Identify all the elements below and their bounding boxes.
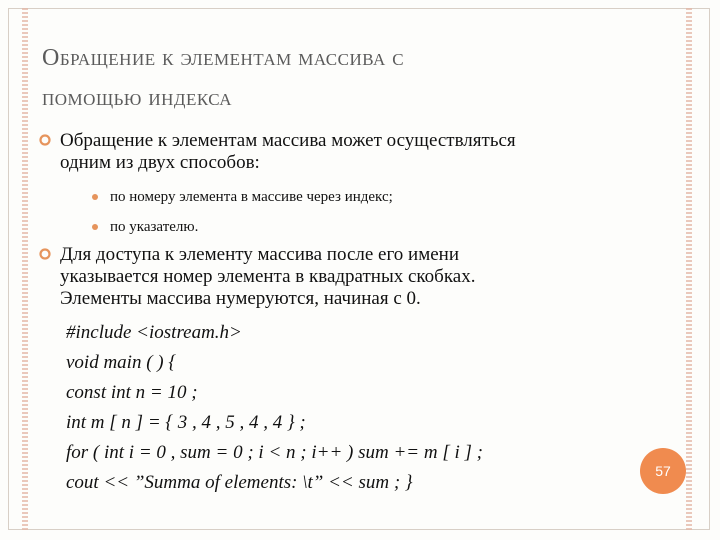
- code-line-2: void main ( ) {: [66, 352, 176, 373]
- right-decorative-rule: [686, 8, 692, 530]
- code-listing: [66, 318, 658, 498]
- slide-title-line-1: Обращение к элементам массива с: [42, 45, 405, 71]
- slide-content: [38, 130, 658, 498]
- code-line-3: const int n = 10 ;: [66, 382, 198, 403]
- bullet-item-1: [38, 130, 658, 242]
- bullet-1-line-2: одним из двух способов:: [60, 152, 260, 173]
- bullet-2-line-2: указывается номер элемента в квадратных скобках.: [60, 266, 476, 287]
- sub-bullet-text-1: по номеру элемента в массиве через индекс;: [110, 189, 393, 205]
- bullet-2-line-3: Элементы массива нумеруются, начиная с 0.: [60, 288, 421, 309]
- sub-bullet-list: [90, 182, 658, 242]
- dot-bullet-icon: [92, 194, 98, 200]
- code-line-6: cout << ”Summa of elements: \t” << sum ; }: [66, 472, 413, 493]
- dot-bullet-icon: [92, 224, 98, 230]
- slide-title: [42, 38, 642, 118]
- bullet-1-line-1: Обращение к элементам массива может осуществляться: [60, 130, 516, 151]
- code-line-4: int m [ n ] = { 3 , 4 , 5 , 4 , 4 } ;: [66, 412, 306, 433]
- sub-bullet-item-1: [90, 182, 658, 212]
- ring-bullet-icon: [38, 133, 52, 147]
- ring-bullet-icon: [38, 247, 52, 261]
- sub-bullet-text-2: по указателю.: [110, 219, 199, 235]
- code-line-5: for ( int i = 0 , sum = 0 ; i < n ; i++ ) sum += m [ i ] ;: [66, 442, 483, 463]
- bullet-2-line-1: Для доступа к элементу массива после его имени: [60, 244, 460, 265]
- code-line-1: #include <iostream.h>: [66, 322, 242, 343]
- slide-title-line-2: помощью индекса: [42, 85, 233, 111]
- bullet-item-2: [38, 244, 658, 310]
- page-number-badge: 57: [640, 448, 686, 494]
- left-decorative-rule: [22, 8, 28, 530]
- sub-bullet-item-2: [90, 212, 658, 242]
